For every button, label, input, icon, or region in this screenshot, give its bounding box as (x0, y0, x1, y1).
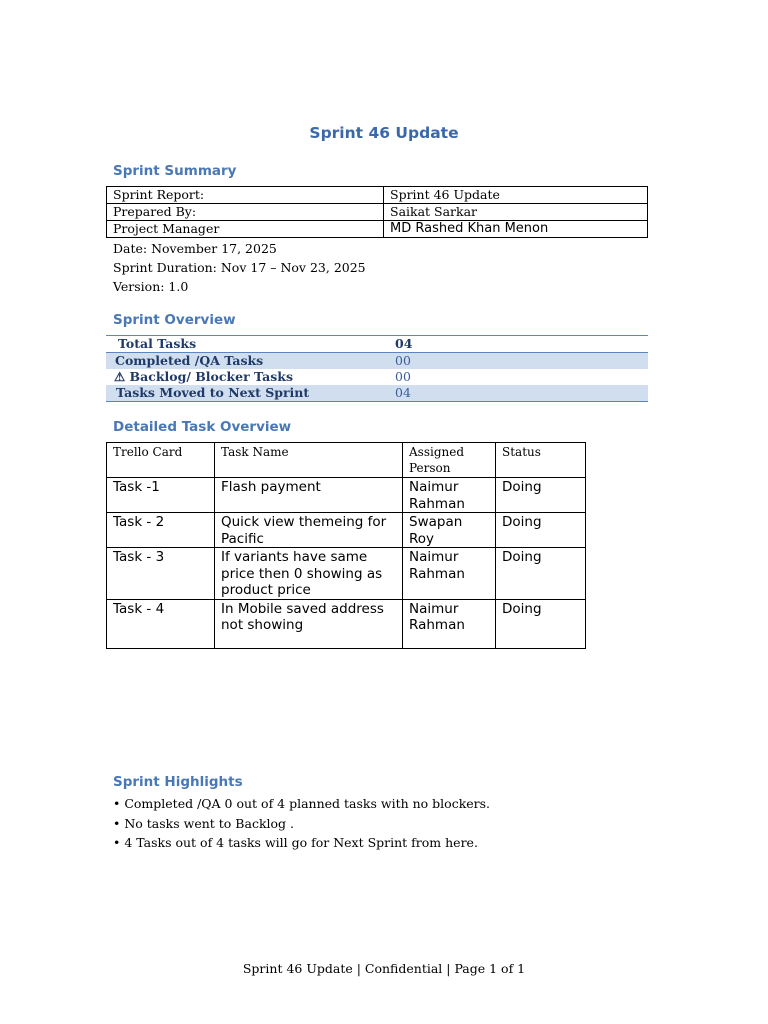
summary-row (107, 221, 648, 238)
task-status: Doing (496, 513, 586, 548)
task-person: Naimur Rahman (403, 548, 496, 600)
task-status: Doing (496, 548, 586, 600)
table-row (107, 599, 586, 648)
task-person: Naimur Rahman (403, 478, 496, 513)
task-card: Task - 2 (107, 513, 215, 548)
overview-row (106, 353, 648, 370)
overview-value: 00 (395, 353, 648, 370)
sprint-highlights-heading: Sprint Highlights (113, 774, 243, 790)
summary-label: Project Manager (107, 221, 384, 238)
task-status: Doing (496, 599, 586, 648)
overview-label: Total Tasks (106, 336, 395, 353)
task-table-header (107, 443, 586, 478)
task-name: In Mobile saved address not showing (215, 599, 403, 648)
summary-row (107, 204, 648, 221)
report-date: Date: November 17, 2025 (113, 241, 277, 256)
sprint-summary-heading: Sprint Summary (113, 163, 237, 179)
report-version: Version: 1.0 (113, 279, 189, 294)
summary-row (107, 187, 648, 204)
task-person: Swapan Roy (403, 513, 496, 548)
task-person: Naimur Rahman (403, 599, 496, 648)
task-name: Quick view themeing for Pacific (215, 513, 403, 548)
column-header-status: Status (496, 443, 586, 478)
task-card: Task - 3 (107, 548, 215, 600)
document-title: Sprint 46 Update (309, 124, 459, 142)
summary-label: Prepared By: (107, 204, 384, 221)
overview-row (106, 336, 648, 353)
column-header-assigned-person: Assigned Person (403, 443, 496, 478)
overview-row (106, 385, 648, 402)
overview-row (106, 369, 648, 385)
sprint-duration: Sprint Duration: Nov 17 – Nov 23, 2025 (113, 260, 366, 275)
summary-value: MD Rashed Khan Menon (384, 221, 648, 238)
sprint-overview-heading: Sprint Overview (113, 312, 236, 328)
highlight-item: • 4 Tasks out of 4 tasks will go for Next Sprint from here. (113, 835, 478, 850)
summary-label: Sprint Report: (107, 187, 384, 204)
task-table (106, 442, 586, 649)
highlight-item: • Completed /QA 0 out of 4 planned tasks with no blockers. (113, 796, 491, 811)
task-card: Task -1 (107, 478, 215, 513)
task-name: If variants have same price then 0 showing as product price (215, 548, 403, 600)
table-row (107, 513, 586, 548)
page-footer: Sprint 46 Update | Confidential | Page 1 of 1 (242, 961, 526, 976)
overview-value: 04 (395, 385, 648, 402)
sprint-overview-table (106, 335, 648, 402)
task-status: Doing (496, 478, 586, 513)
overview-value: 00 (395, 369, 411, 384)
overview-label: Tasks Moved to Next Sprint (106, 385, 395, 402)
overview-value: 04 (395, 336, 648, 353)
summary-value: Sprint 46 Update (384, 187, 648, 204)
task-name: Flash payment (215, 478, 403, 513)
table-row (107, 478, 586, 513)
task-overview-heading: Detailed Task Overview (113, 419, 292, 435)
highlight-item: • No tasks went to Backlog . (113, 816, 294, 831)
column-header-task-name: Task Name (215, 443, 403, 478)
overview-label: Completed /QA Tasks (106, 353, 395, 370)
column-header-card: Trello Card (107, 443, 215, 478)
task-card: Task - 4 (107, 599, 215, 648)
table-row (107, 548, 586, 600)
summary-value: Saikat Sarkar (384, 204, 648, 221)
sprint-summary-table (106, 186, 648, 238)
overview-label: ⚠ Backlog/ Blocker Tasks (114, 369, 293, 384)
